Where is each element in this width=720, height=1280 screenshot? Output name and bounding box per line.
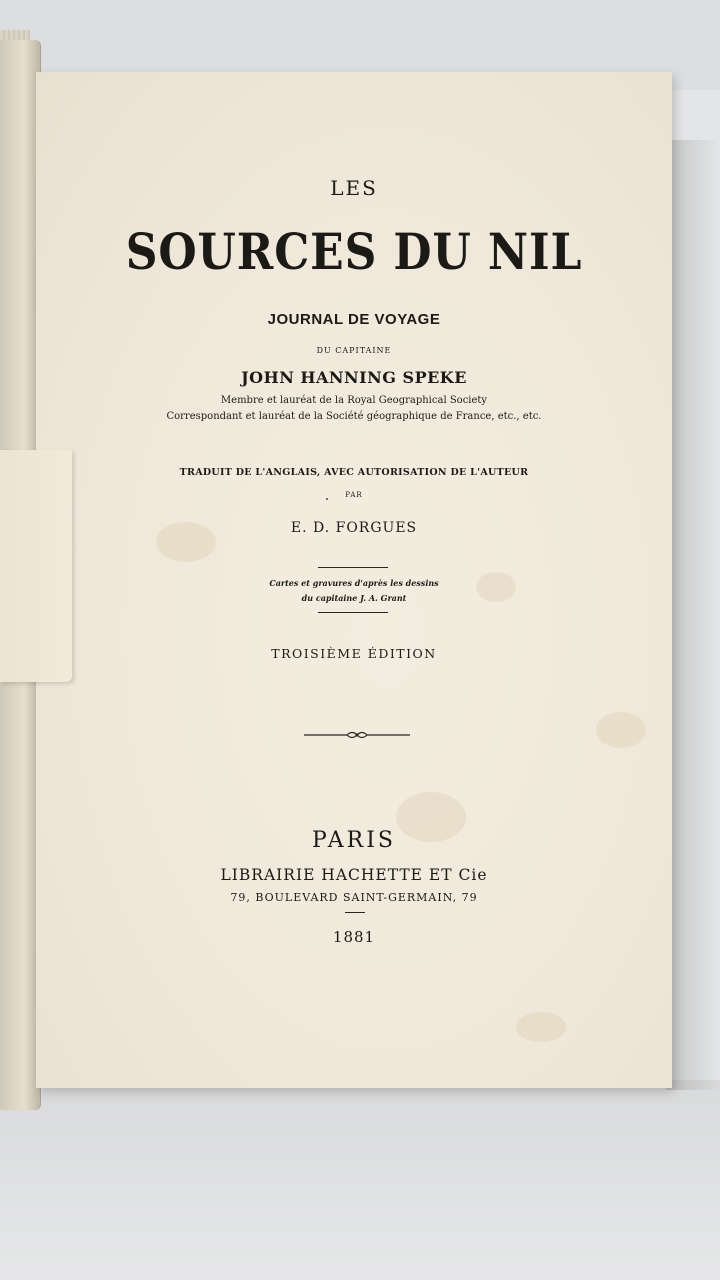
publication-city: PARIS [312, 828, 396, 853]
publisher-name: LIBRAIRIE HACHETTE ET Cie [220, 866, 488, 884]
illustrations-note-line-2: du capitaine J. A. Grant [301, 593, 407, 603]
title-article: LES [330, 176, 378, 200]
table-surface [0, 1080, 720, 1280]
foxing-spot [516, 1012, 566, 1042]
book-title: SOURCES DU NIL [125, 222, 583, 281]
page-shadow [666, 140, 720, 1090]
translator-prefix: PAR [345, 491, 363, 499]
author-credential-1: Membre et lauréat de la Royal Geographical Society [220, 395, 488, 406]
publisher-address: 79, BOULEVARD SAINT-GERMAIN, 79 [230, 891, 478, 904]
divider-rule [345, 912, 365, 913]
publication-year: 1881 [332, 928, 376, 946]
illustrations-note-line-1: Cartes et gravures d'après les dessins [269, 578, 439, 588]
foxing-spot [596, 712, 646, 748]
ornament-flourish-icon [302, 728, 412, 742]
edition-label: TROISIÈME ÉDITION [271, 646, 437, 661]
divider-rule [318, 567, 388, 568]
book-subtitle: JOURNAL DE VOYAGE [267, 311, 441, 328]
ornament-dot [326, 498, 328, 500]
translation-note: TRADUIT DE L'ANGLAIS, AVEC AUTORISATION DE L'AUTEUR [179, 467, 529, 478]
divider-rule [318, 612, 388, 613]
translator-name: E. D. FORGUES [290, 520, 418, 536]
author-prefix: DU CAPITAINE [316, 346, 392, 355]
author-credential-2: Correspondant et lauréat de la Société géographique de France, etc., etc. [166, 411, 542, 422]
author-name: JOHN HANNING SPEKE [241, 368, 467, 387]
